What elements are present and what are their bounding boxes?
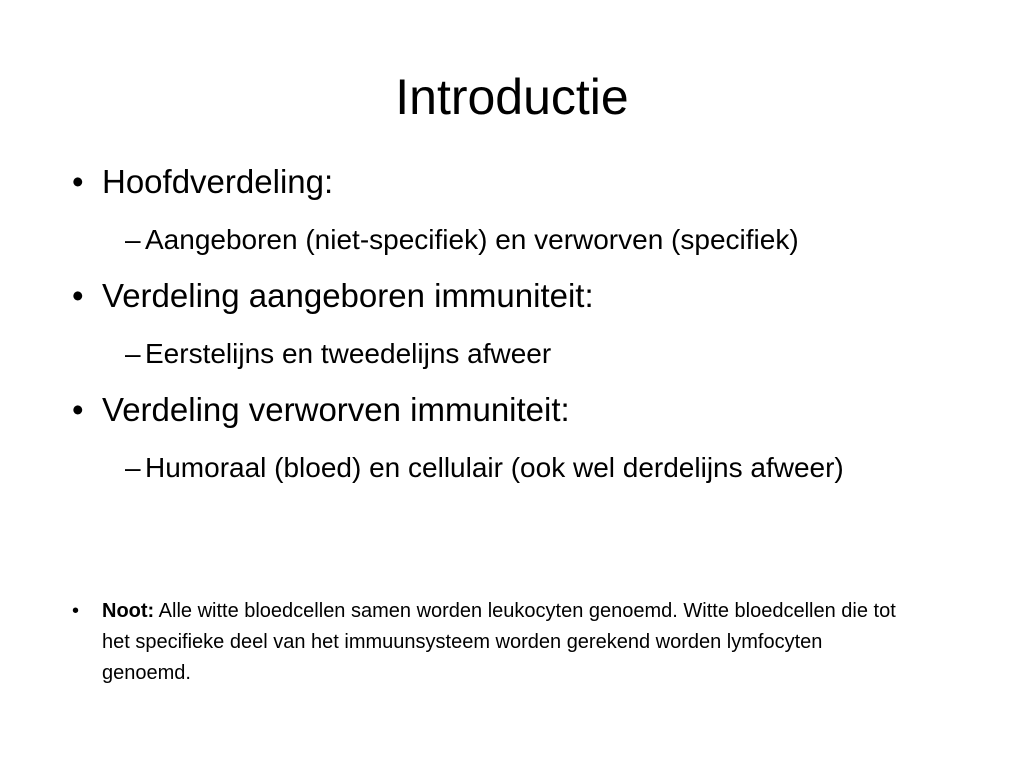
bullet-item-aangeboren (72, 276, 594, 316)
sub-bullet-text: Aangeboren (niet-specifiek) en verworven (specifiek) (145, 224, 799, 255)
bullet-icon: • (72, 391, 84, 428)
bullet-icon: • (72, 163, 84, 200)
sub-bullet-item (125, 336, 985, 372)
bullet-text: Verdeling aangeboren immuniteit: (102, 277, 594, 314)
sub-bullet-text: Humoraal (bloed) en cellulair (ook wel derdelijns afweer) (145, 452, 844, 483)
bullet-text: Verdeling verworven immuniteit: (102, 391, 570, 428)
bullet-text: Hoofdverdeling: (102, 163, 334, 200)
sub-bullet-text: Eerstelijns en tweedelijns afweer (145, 338, 552, 369)
slide-title: Introductie (395, 69, 629, 125)
sub-bullet-item (125, 450, 885, 486)
bullet-item-verworven (72, 390, 570, 430)
dash-icon: – (125, 338, 141, 369)
note-item (72, 596, 902, 689)
sub-bullet-item (125, 222, 985, 258)
note-text: Alle witte bloedcellen samen worden leukocyten genoemd. Witte bloedcellen die tot het specifieke deel van het immuunsysteem worden gerekend worden lymfocyten genoemd. (102, 600, 896, 684)
dash-icon: – (125, 452, 141, 483)
note-label: Noot: (102, 600, 155, 622)
bullet-item-hoofdverdeling (72, 162, 333, 202)
dash-icon: – (125, 224, 141, 255)
note-text-block (102, 596, 902, 689)
bullet-icon: • (72, 600, 80, 622)
bullet-icon: • (72, 277, 84, 314)
